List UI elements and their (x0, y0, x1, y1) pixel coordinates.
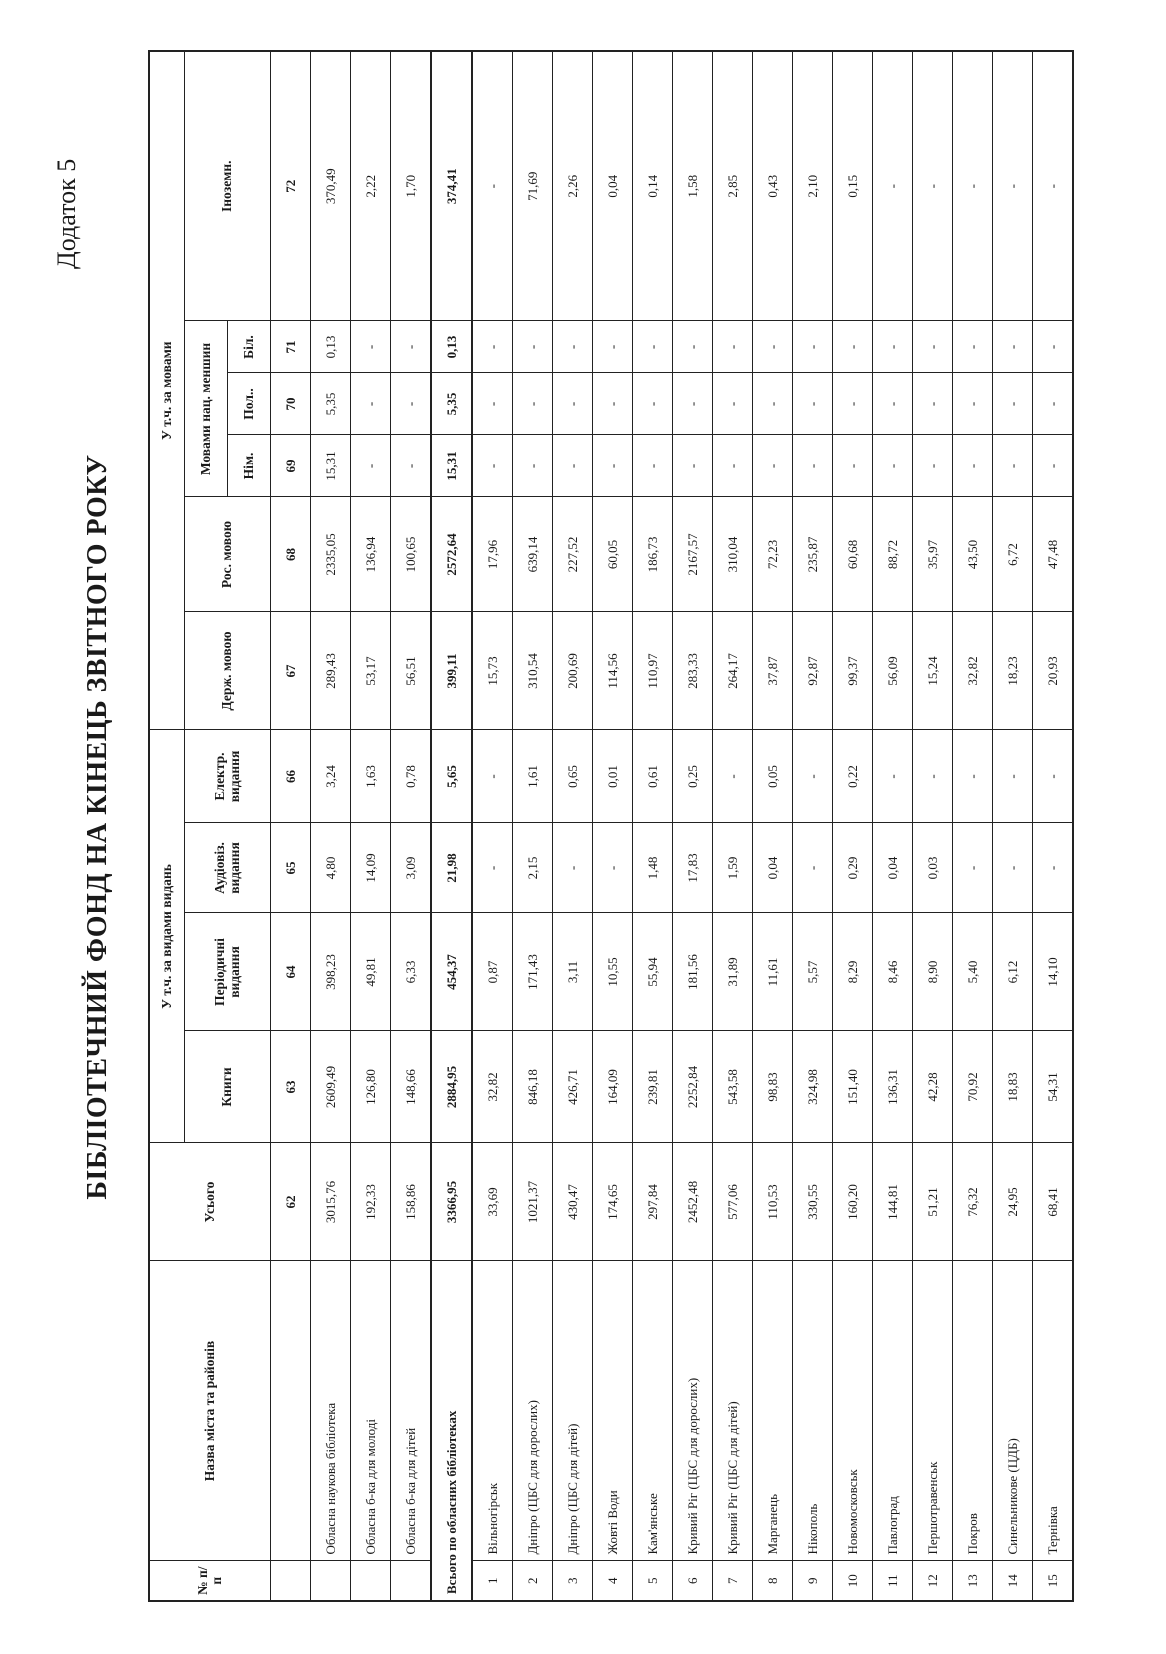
value-cell: 239,81 (633, 1031, 673, 1143)
value-cell: 99,37 (833, 612, 873, 730)
header-books: Книги (185, 1031, 271, 1143)
value-cell: 144,81 (873, 1143, 913, 1261)
value-cell: 426,71 (553, 1031, 593, 1143)
value-cell: 71,69 (513, 51, 553, 321)
header-electronic: Електр. видання (185, 730, 271, 823)
value-cell: 4,80 (311, 823, 351, 913)
value-cell: - (593, 823, 633, 913)
value-cell: - (713, 321, 753, 373)
value-cell: - (593, 321, 633, 373)
value-cell: 0,04 (593, 51, 633, 321)
column-number-cell: 68 (271, 497, 311, 612)
row-number: 2 (513, 1561, 553, 1601)
value-cell: 49,81 (351, 913, 391, 1031)
column-numbers-row (271, 51, 311, 1601)
value-cell: 0,13 (431, 321, 472, 373)
value-cell: 0,14 (633, 51, 673, 321)
column-number-cell: 64 (271, 913, 311, 1031)
row-number: 8 (753, 1561, 793, 1601)
value-cell: 56,51 (391, 612, 432, 730)
value-cell: - (793, 321, 833, 373)
page-title: БІБЛІОТЕЧНИЙ ФОНД НА КІНЕЦЬ ЗВІТНОГО РОКУ (82, 454, 113, 1200)
value-cell: 0,29 (833, 823, 873, 913)
value-cell: - (673, 373, 713, 435)
value-cell: 330,55 (793, 1143, 833, 1261)
header-state-lang: Держ. мовою (185, 612, 271, 730)
column-number-cell: 72 (271, 51, 311, 321)
header-ger: Нім. (228, 435, 271, 497)
header-total: Усього (149, 1143, 271, 1261)
value-cell: 6,33 (391, 913, 432, 1031)
value-cell: - (993, 51, 1033, 321)
value-cell: 1,48 (633, 823, 673, 913)
value-cell: 164,09 (593, 1031, 633, 1143)
row-name: Дніпро (ЦБС для дітей) (553, 1261, 593, 1561)
row-number (311, 1561, 351, 1601)
row-name: Марганець (753, 1261, 793, 1561)
row-name: Дніпро (ЦБС для дорослих) (513, 1261, 553, 1561)
value-cell: - (1033, 435, 1074, 497)
table-row (873, 51, 913, 1601)
column-number-cell: 69 (271, 435, 311, 497)
value-cell: 374,41 (431, 51, 472, 321)
table-total-row (431, 51, 472, 1601)
value-cell: 88,72 (873, 497, 913, 612)
value-cell: 6,72 (993, 497, 1033, 612)
column-number-cell: 70 (271, 373, 311, 435)
value-cell: 100,65 (391, 497, 432, 612)
value-cell: - (753, 435, 793, 497)
value-cell: 398,23 (311, 913, 351, 1031)
column-number-cell: 66 (271, 730, 311, 823)
value-cell: - (472, 730, 513, 823)
value-cell: - (513, 435, 553, 497)
value-cell: 543,58 (713, 1031, 753, 1143)
table-body (311, 51, 1074, 1601)
value-cell: 297,84 (633, 1143, 673, 1261)
row-number: 10 (833, 1561, 873, 1601)
value-cell: 32,82 (953, 612, 993, 730)
value-cell: 148,66 (391, 1031, 432, 1143)
row-name: Кривий Ріг (ЦБС для дорослих) (673, 1261, 713, 1561)
row-name: Павлоград (873, 1261, 913, 1561)
row-name: Синельникове (ЦДБ) (993, 1261, 1033, 1561)
value-cell: 5,57 (793, 913, 833, 1031)
table-row (391, 51, 432, 1601)
row-number (351, 1561, 391, 1601)
value-cell: - (472, 435, 513, 497)
value-cell: - (833, 373, 873, 435)
value-cell: 227,52 (553, 497, 593, 612)
value-cell: 370,49 (311, 51, 351, 321)
value-cell: 18,23 (993, 612, 1033, 730)
value-cell: 11,61 (753, 913, 793, 1031)
value-cell: 0,78 (391, 730, 432, 823)
value-cell: 0,43 (753, 51, 793, 321)
value-cell: 1,70 (391, 51, 432, 321)
value-cell: 37,87 (753, 612, 793, 730)
value-cell: 454,37 (431, 913, 472, 1031)
value-cell: 92,87 (793, 612, 833, 730)
value-cell: 186,73 (633, 497, 673, 612)
value-cell: - (351, 321, 391, 373)
value-cell: - (953, 435, 993, 497)
value-cell: 0,65 (553, 730, 593, 823)
value-cell: 5,40 (953, 913, 993, 1031)
row-number (391, 1561, 432, 1601)
value-cell: 289,43 (311, 612, 351, 730)
value-cell: 2,85 (713, 51, 753, 321)
value-cell: - (593, 373, 633, 435)
value-cell: - (913, 51, 953, 321)
value-cell: 2,22 (351, 51, 391, 321)
value-cell: 174,65 (593, 1143, 633, 1261)
value-cell: - (833, 321, 873, 373)
value-cell: 2452,48 (673, 1143, 713, 1261)
value-cell: 0,03 (913, 823, 953, 913)
value-cell: - (873, 373, 913, 435)
value-cell: 0,01 (593, 730, 633, 823)
value-cell: - (553, 321, 593, 373)
table-row (673, 51, 713, 1601)
column-number-cell: 71 (271, 321, 311, 373)
value-cell: 0,05 (753, 730, 793, 823)
value-cell: 2,26 (553, 51, 593, 321)
value-cell: - (713, 435, 753, 497)
row-name: Жовті Води (593, 1261, 633, 1561)
table-row (993, 51, 1033, 1601)
value-cell: - (753, 321, 793, 373)
value-cell: 5,65 (431, 730, 472, 823)
value-cell: 160,20 (833, 1143, 873, 1261)
value-cell: - (553, 373, 593, 435)
value-cell: - (993, 823, 1033, 913)
row-name: Нікополь (793, 1261, 833, 1561)
value-cell: 0,22 (833, 730, 873, 823)
value-cell: - (873, 321, 913, 373)
value-cell: - (553, 823, 593, 913)
value-cell: - (953, 730, 993, 823)
value-cell: 3,24 (311, 730, 351, 823)
row-name: Всього по обласних бібліотеках (431, 1261, 472, 1601)
value-cell: 76,32 (953, 1143, 993, 1261)
value-cell: - (913, 321, 953, 373)
value-cell: - (913, 435, 953, 497)
value-cell: - (513, 321, 553, 373)
value-cell: 430,47 (553, 1143, 593, 1261)
value-cell: 24,95 (993, 1143, 1033, 1261)
table-row (833, 51, 873, 1601)
value-cell: 114,56 (593, 612, 633, 730)
value-cell: - (873, 435, 913, 497)
table-row (913, 51, 953, 1601)
value-cell: 0,04 (873, 823, 913, 913)
value-cell: 235,87 (793, 497, 833, 612)
value-cell: 2609,49 (311, 1031, 351, 1143)
row-name: Вільногірськ (472, 1261, 513, 1561)
value-cell: - (472, 321, 513, 373)
row-number: 6 (673, 1561, 713, 1601)
value-cell: 32,82 (472, 1031, 513, 1143)
value-cell: 10,55 (593, 913, 633, 1031)
row-number: 3 (553, 1561, 593, 1601)
value-cell: 3015,76 (311, 1143, 351, 1261)
row-number: 9 (793, 1561, 833, 1601)
header-by-lang-group: У т.ч. за мовами (149, 51, 185, 730)
table-row (311, 51, 351, 1601)
value-cell: - (953, 321, 993, 373)
value-cell: 5,35 (431, 373, 472, 435)
value-cell: - (793, 373, 833, 435)
value-cell: 158,86 (391, 1143, 432, 1261)
table-row (472, 51, 513, 1601)
value-cell: 5,35 (311, 373, 351, 435)
value-cell: - (593, 435, 633, 497)
value-cell: 0,13 (311, 321, 351, 373)
value-cell: 310,54 (513, 612, 553, 730)
row-name: Першотравенськ (913, 1261, 953, 1561)
row-number: 12 (913, 1561, 953, 1601)
row-number: 14 (993, 1561, 1033, 1601)
value-cell: - (913, 730, 953, 823)
value-cell: - (873, 730, 913, 823)
table-row (753, 51, 793, 1601)
value-cell: 17,96 (472, 497, 513, 612)
value-cell: 8,46 (873, 913, 913, 1031)
value-cell: - (351, 435, 391, 497)
value-cell: 283,33 (673, 612, 713, 730)
header-no: № п/п (149, 1561, 271, 1601)
value-cell: 17,83 (673, 823, 713, 913)
value-cell: 47,48 (1033, 497, 1074, 612)
value-cell: 14,10 (1033, 913, 1074, 1031)
value-cell: 171,43 (513, 913, 553, 1031)
value-cell: - (953, 823, 993, 913)
table-row (793, 51, 833, 1601)
value-cell: 399,11 (431, 612, 472, 730)
row-name: Новомосковськ (833, 1261, 873, 1561)
row-name: Покров (953, 1261, 993, 1561)
value-cell: 68,41 (1033, 1143, 1074, 1261)
value-cell: 1,58 (673, 51, 713, 321)
value-cell: 126,80 (351, 1031, 391, 1143)
table-row (1033, 51, 1074, 1601)
value-cell: 0,04 (753, 823, 793, 913)
value-cell: - (993, 435, 1033, 497)
column-number-cell: 65 (271, 823, 311, 913)
value-cell: - (713, 373, 753, 435)
value-cell: 15,31 (311, 435, 351, 497)
value-cell: 60,05 (593, 497, 633, 612)
table-row (633, 51, 673, 1601)
row-number: 13 (953, 1561, 993, 1601)
value-cell: 33,69 (472, 1143, 513, 1261)
value-cell: 56,09 (873, 612, 913, 730)
header-foreign: Іноземн. (185, 51, 271, 321)
value-cell: - (713, 730, 753, 823)
value-cell: - (553, 435, 593, 497)
value-cell: - (513, 373, 553, 435)
value-cell: 310,04 (713, 497, 753, 612)
value-cell: - (1033, 321, 1074, 373)
column-number-cell (271, 1561, 311, 1601)
value-cell: 72,23 (753, 497, 793, 612)
value-cell: 15,24 (913, 612, 953, 730)
value-cell: 55,94 (633, 913, 673, 1031)
value-cell: - (391, 435, 432, 497)
value-cell: 136,31 (873, 1031, 913, 1143)
row-number: 7 (713, 1561, 753, 1601)
value-cell: - (953, 51, 993, 321)
row-number: 5 (633, 1561, 673, 1601)
value-cell: - (472, 51, 513, 321)
value-cell: - (793, 823, 833, 913)
value-cell: 70,92 (953, 1031, 993, 1143)
value-cell: - (753, 373, 793, 435)
value-cell: - (673, 435, 713, 497)
table-row (351, 51, 391, 1601)
value-cell: 42,28 (913, 1031, 953, 1143)
value-cell: 98,83 (753, 1031, 793, 1143)
value-cell: - (1033, 51, 1074, 321)
value-cell: 60,68 (833, 497, 873, 612)
value-cell: 2167,57 (673, 497, 713, 612)
value-cell: 264,17 (713, 612, 753, 730)
value-cell: 639,14 (513, 497, 553, 612)
row-number: 1 (472, 1561, 513, 1601)
value-cell: 2,15 (513, 823, 553, 913)
header-minority-group: Мовами нац. меншин (185, 321, 228, 497)
column-number-cell (271, 1261, 311, 1561)
value-cell: - (351, 373, 391, 435)
value-cell: 0,87 (472, 913, 513, 1031)
value-cell: 14,09 (351, 823, 391, 913)
value-cell: - (993, 730, 1033, 823)
value-cell: - (993, 373, 1033, 435)
value-cell: 192,33 (351, 1143, 391, 1261)
value-cell: 136,94 (351, 497, 391, 612)
value-cell: 8,29 (833, 913, 873, 1031)
value-cell: 324,98 (793, 1031, 833, 1143)
value-cell: 31,89 (713, 913, 753, 1031)
value-cell: 43,50 (953, 497, 993, 612)
header-audiovisual: Аудіовіз. видання (185, 823, 271, 913)
value-cell: 20,93 (1033, 612, 1074, 730)
table-row (953, 51, 993, 1601)
value-cell: - (391, 373, 432, 435)
value-cell: 0,61 (633, 730, 673, 823)
row-name: Обласна б-ка для дітей (391, 1261, 432, 1561)
row-name: Тернівка (1033, 1261, 1074, 1561)
value-cell: 3,11 (553, 913, 593, 1031)
value-cell: 8,90 (913, 913, 953, 1031)
value-cell: 181,56 (673, 913, 713, 1031)
row-name: Кам'янське (633, 1261, 673, 1561)
value-cell: 0,25 (673, 730, 713, 823)
header-rus-lang: Рос. мовою (185, 497, 271, 612)
value-cell: - (633, 435, 673, 497)
value-cell: 53,17 (351, 612, 391, 730)
value-cell: - (633, 321, 673, 373)
value-cell: 151,40 (833, 1031, 873, 1143)
value-cell: - (1033, 373, 1074, 435)
value-cell: 2252,84 (673, 1031, 713, 1143)
value-cell: - (873, 51, 913, 321)
value-cell: 1,59 (713, 823, 753, 913)
value-cell: - (913, 373, 953, 435)
column-number-cell: 67 (271, 612, 311, 730)
table-row (713, 51, 753, 1601)
value-cell: - (833, 435, 873, 497)
table-row (513, 51, 553, 1601)
value-cell: 577,06 (713, 1143, 753, 1261)
value-cell: - (793, 730, 833, 823)
value-cell: 21,98 (431, 823, 472, 913)
header-periodicals: Періодичні видання (185, 913, 271, 1031)
value-cell: - (1033, 823, 1074, 913)
row-number: 15 (1033, 1561, 1074, 1601)
header-pol: Пол.. (228, 373, 271, 435)
value-cell: - (673, 321, 713, 373)
header-by-type-group: У т.ч. за видами видань (149, 730, 185, 1143)
value-cell: - (633, 373, 673, 435)
value-cell: 0,15 (833, 51, 873, 321)
value-cell: 2,10 (793, 51, 833, 321)
value-cell: 18,83 (993, 1031, 1033, 1143)
library-fund-table (148, 50, 1074, 1602)
value-cell: 200,69 (553, 612, 593, 730)
value-cell: - (953, 373, 993, 435)
value-cell: 3366,95 (431, 1143, 472, 1261)
table-row (593, 51, 633, 1601)
value-cell: 1021,37 (513, 1143, 553, 1261)
value-cell: 2335,05 (311, 497, 351, 612)
column-number-cell: 63 (271, 1031, 311, 1143)
value-cell: 846,18 (513, 1031, 553, 1143)
value-cell: 110,53 (753, 1143, 793, 1261)
value-cell: - (472, 823, 513, 913)
row-name: Кривий Ріг (ЦБС для дітей) (713, 1261, 753, 1561)
value-cell: - (391, 321, 432, 373)
value-cell: 15,31 (431, 435, 472, 497)
table-row (553, 51, 593, 1601)
value-cell: 2572,64 (431, 497, 472, 612)
row-number: 4 (593, 1561, 633, 1601)
header-name: Назва міста та районів (149, 1261, 271, 1561)
value-cell: 6,12 (993, 913, 1033, 1031)
value-cell: 51,21 (913, 1143, 953, 1261)
value-cell: 54,31 (1033, 1031, 1074, 1143)
row-name: Обласна б-ка для молоді (351, 1261, 391, 1561)
value-cell: 2884,95 (431, 1031, 472, 1143)
column-number-cell: 62 (271, 1143, 311, 1261)
value-cell: - (472, 373, 513, 435)
value-cell: 35,97 (913, 497, 953, 612)
value-cell: 110,97 (633, 612, 673, 730)
value-cell: - (1033, 730, 1074, 823)
value-cell: 1,61 (513, 730, 553, 823)
header-bel: Біл. (228, 321, 271, 373)
value-cell: 3,09 (391, 823, 432, 913)
appendix-label: Додаток 5 (52, 158, 81, 269)
row-name: Обласна наукова бібліотека (311, 1261, 351, 1561)
value-cell: 1,63 (351, 730, 391, 823)
value-cell: 15,73 (472, 612, 513, 730)
value-cell: - (793, 435, 833, 497)
value-cell: - (993, 321, 1033, 373)
row-number: 11 (873, 1561, 913, 1601)
